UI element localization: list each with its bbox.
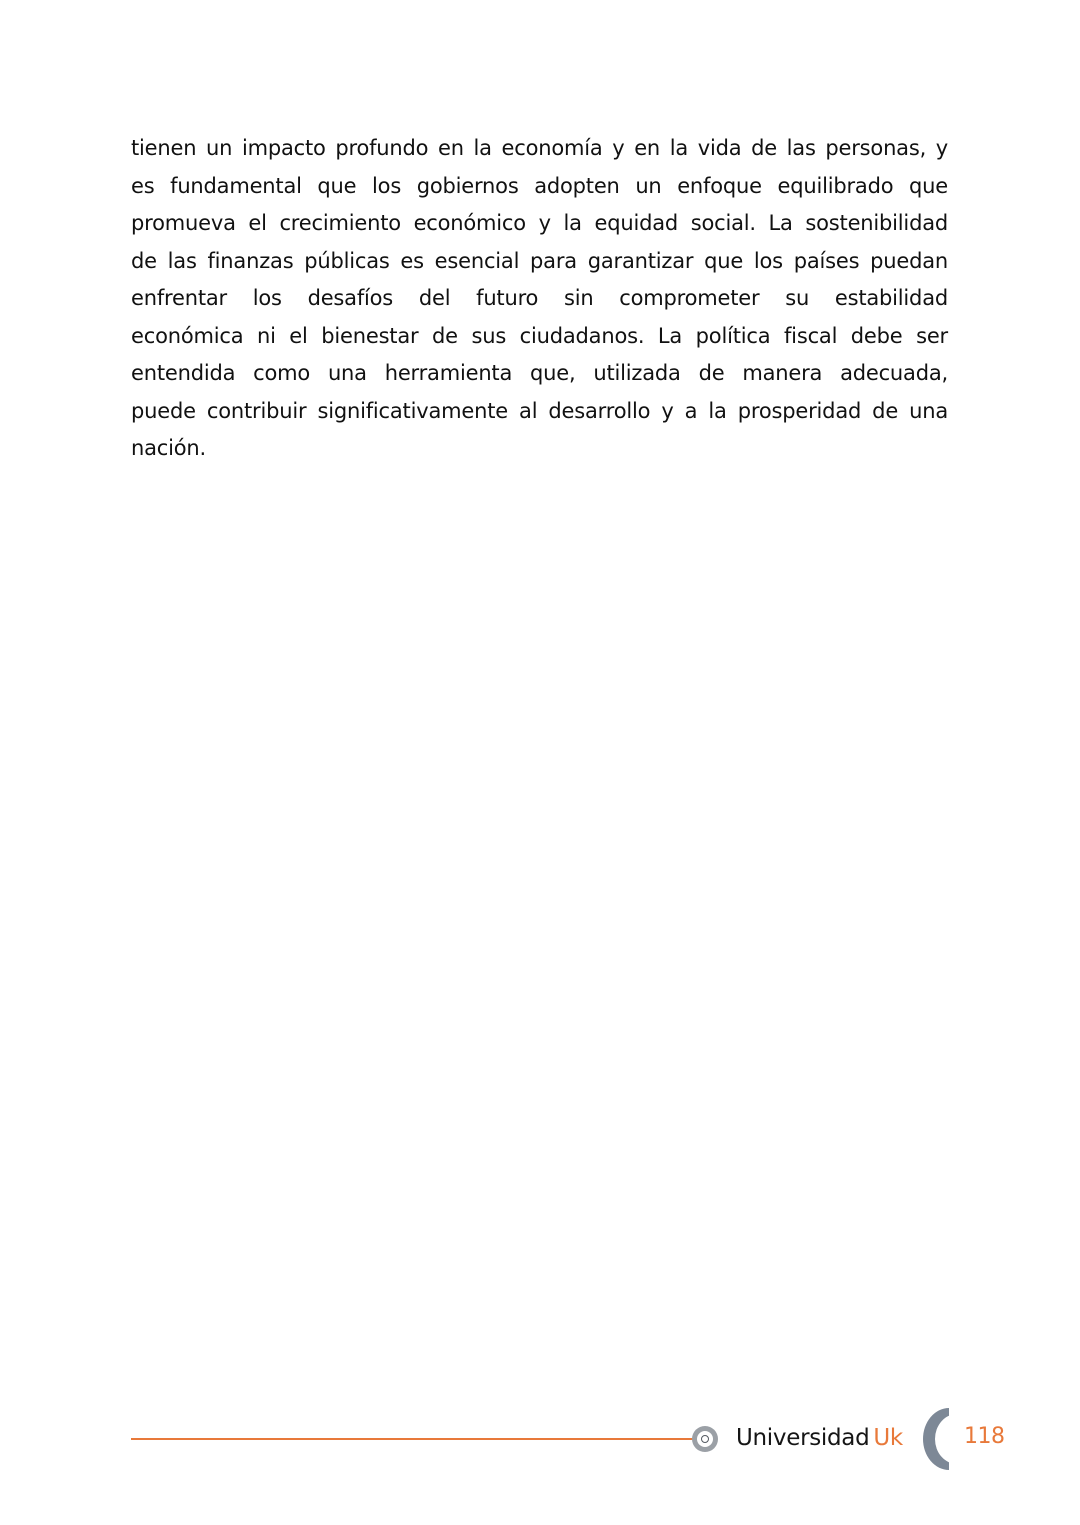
text-line: enfrentar los desafíos del futuro sin comprometer su estabilidad (131, 286, 948, 310)
text-line: tienen un impacto profundo en la economía y en la vida de las personas, y (131, 136, 948, 160)
text-line: entendida como una herramienta que, utilizada de manera adecuada, (131, 361, 948, 385)
text-line: económica ni el bienestar de sus ciudadanos. La política fiscal debe ser (131, 323, 948, 348)
text-line: nación. (131, 436, 206, 460)
brand-logo (736, 1422, 903, 1454)
body-text (131, 130, 948, 468)
footer-divider (131, 1438, 693, 1440)
page-footer (0, 1400, 1080, 1480)
text-line: es fundamental que los gobiernos adopten un enfoque equilibrado que (131, 173, 948, 198)
target-ring-icon (692, 1426, 718, 1452)
brand-name: Universidad (736, 1425, 870, 1451)
crescent-icon (923, 1408, 949, 1470)
text-line: puede contribuir significativamente al desarrollo y a la prosperidad de una (131, 398, 948, 423)
text-line: promueva el crecimiento económico y la equidad social. La sostenibilidad (131, 211, 948, 235)
brand-suffix: Uk (873, 1425, 903, 1451)
page-number: 118 (964, 1424, 1005, 1449)
text-line: de las finanzas públicas es esencial para garantizar que los países puedan (131, 248, 948, 273)
